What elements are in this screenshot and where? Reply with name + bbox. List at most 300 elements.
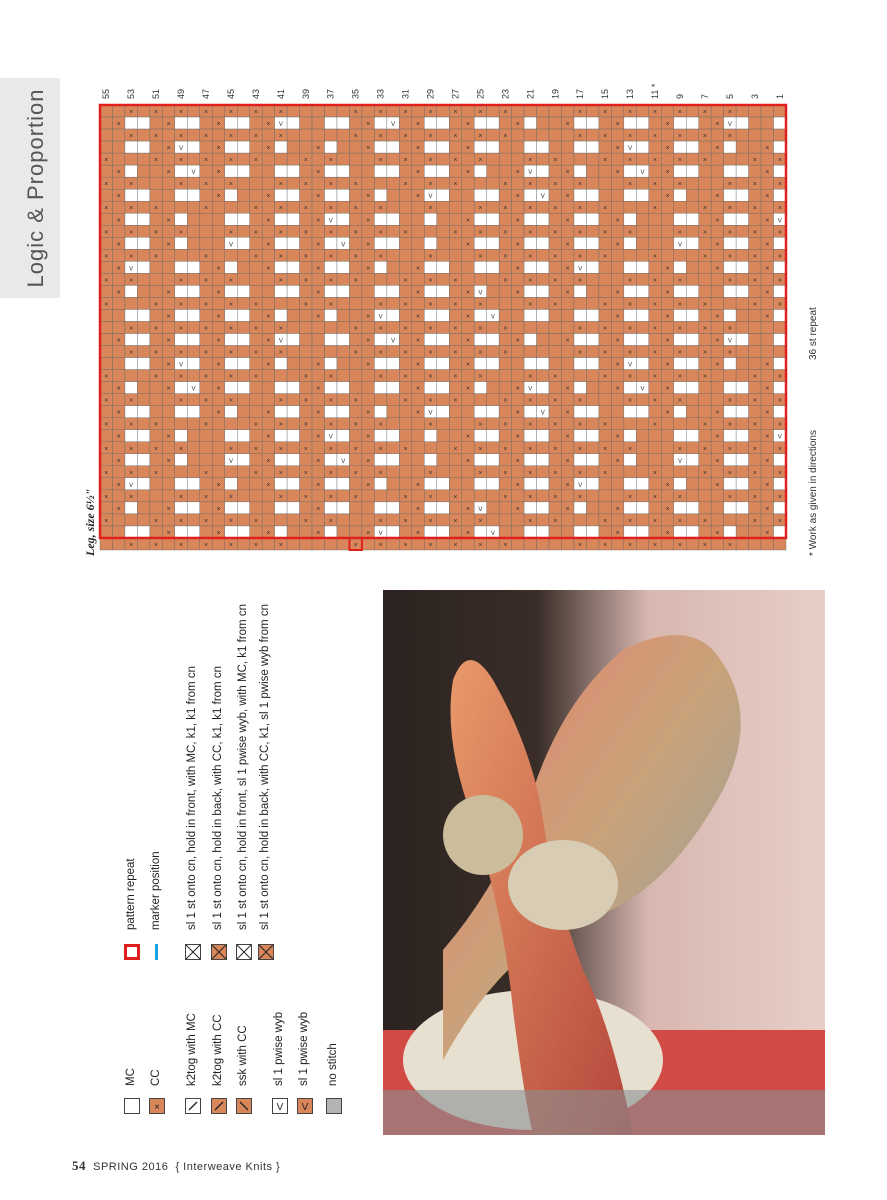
chart-cell	[474, 394, 486, 406]
chart-stitch-x: ×	[166, 145, 171, 153]
chart-cell	[349, 141, 361, 153]
chart-cell	[599, 334, 611, 346]
chart-stitch-x: ×	[578, 397, 583, 405]
chart-cell	[112, 129, 124, 141]
row-label: 3	[749, 93, 760, 99]
chart-cell	[150, 177, 162, 189]
chart-cell	[599, 237, 611, 249]
chart-stitch-x: ×	[416, 169, 421, 177]
chart-stitch-x: ×	[353, 133, 358, 141]
chart-cell	[412, 454, 424, 466]
chart-cell	[187, 237, 199, 249]
chart-stitch-v: V	[490, 314, 495, 321]
chart-cell	[349, 526, 361, 538]
chart-cell	[699, 189, 711, 201]
chart-cell	[686, 466, 698, 478]
chart-cell	[549, 526, 561, 538]
chart-cell	[561, 201, 573, 213]
chart-cell	[162, 490, 174, 502]
chart-cell	[162, 442, 174, 454]
chart-stitch-x: ×	[154, 205, 159, 213]
chart-cell	[449, 526, 461, 538]
chart-cell	[774, 538, 786, 550]
chart-cell	[337, 261, 349, 273]
chart-stitch-x: ×	[615, 313, 620, 321]
chart-cell	[674, 358, 686, 370]
chart-cell	[337, 370, 349, 382]
chart-stitch-x: ×	[104, 301, 109, 309]
chart-stitch-x: ×	[104, 397, 109, 405]
chart-stitch-x: ×	[366, 457, 371, 465]
chart-cell	[736, 249, 748, 261]
chart-cell	[724, 478, 736, 490]
chart-cell	[487, 394, 499, 406]
chart-stitch-x: ×	[515, 457, 520, 465]
chart-stitch-x: ×	[503, 349, 508, 357]
chart-cell	[686, 334, 698, 346]
chart-cell	[362, 177, 374, 189]
legend-symbol-v-cc-icon	[297, 1098, 313, 1114]
chart-stitch-v: V	[341, 458, 346, 465]
chart-stitch-x: ×	[428, 541, 433, 549]
chart-cell	[312, 105, 324, 117]
chart-cell	[512, 129, 524, 141]
chart-cell	[674, 309, 686, 321]
chart-cell	[300, 261, 312, 273]
chart-cell	[300, 430, 312, 442]
chart-cell	[636, 466, 648, 478]
chart-cell	[100, 141, 112, 153]
chart-cell	[474, 526, 486, 538]
chart-cell	[574, 358, 586, 370]
chart-cell	[300, 526, 312, 538]
chart-cell	[187, 514, 199, 526]
chart-cell	[112, 442, 124, 454]
chart-cell	[749, 141, 761, 153]
chart-cell	[749, 406, 761, 418]
chart-cell	[325, 502, 337, 514]
chart-cell	[487, 346, 499, 358]
chart-cell	[537, 201, 549, 213]
chart-cell	[250, 394, 262, 406]
chart-cell	[412, 490, 424, 502]
chart-stitch-x: ×	[278, 421, 283, 429]
chart-cell	[661, 105, 673, 117]
chart-stitch-x: ×	[528, 157, 533, 165]
chart-cell	[387, 105, 399, 117]
chart-stitch-x: ×	[503, 253, 508, 261]
row-label: 55	[101, 88, 112, 99]
chart-cell	[586, 430, 598, 442]
chart-stitch-x: ×	[578, 541, 583, 549]
chart-stitch-x: ×	[116, 193, 121, 201]
chart-cell	[624, 189, 636, 201]
chart-cell	[337, 213, 349, 225]
chart-cell	[112, 538, 124, 550]
chart-cell	[636, 406, 648, 418]
chart-cell	[661, 225, 673, 237]
row-label: 37	[325, 88, 336, 99]
chart-cell	[325, 105, 337, 117]
chart-stitch-x: ×	[129, 229, 134, 237]
chart-stitch-x: ×	[515, 385, 520, 393]
chart-stitch-x: ×	[203, 109, 209, 117]
chart-cell	[561, 153, 573, 165]
chart-stitch-x: ×	[266, 481, 271, 489]
chart-cell	[437, 430, 449, 442]
chart-cell	[137, 309, 149, 321]
chart-cell	[487, 213, 499, 225]
chart-cell	[462, 321, 474, 333]
chart-stitch-x: ×	[378, 373, 383, 381]
chart-cell	[462, 538, 474, 550]
chart-cell	[724, 165, 736, 177]
chart-stitch-x: ×	[179, 229, 184, 237]
chart-cell	[412, 129, 424, 141]
chart-cell	[649, 189, 661, 201]
chart-cell	[686, 370, 698, 382]
chart-stitch-x: ×	[478, 133, 483, 141]
chart-cell	[237, 177, 249, 189]
chart-stitch-x: ×	[553, 445, 558, 453]
chart-cell	[449, 213, 461, 225]
legend-symbol-grey-square-icon	[326, 1098, 342, 1114]
chart-cell	[137, 502, 149, 514]
page-footer	[72, 1158, 280, 1174]
chart-cell	[374, 273, 386, 285]
legend-symbol-white-square-icon	[124, 1098, 140, 1114]
chart-cell	[300, 165, 312, 177]
chart-cell	[337, 297, 349, 309]
chart-cell	[300, 321, 312, 333]
chart-cell	[686, 454, 698, 466]
chart-stitch-x: ×	[278, 229, 283, 237]
chart-cell	[599, 526, 611, 538]
chart-cell	[474, 490, 486, 502]
chart-cell	[499, 502, 511, 514]
chart-stitch-x: ×	[203, 469, 209, 477]
chart-stitch-x: ×	[503, 493, 508, 501]
chart-stitch-x: ×	[403, 229, 408, 237]
chart-stitch-x: ×	[303, 253, 308, 261]
chart-stitch-x: ×	[628, 301, 633, 309]
chart-stitch-x: ×	[203, 517, 209, 525]
chart-cell	[749, 165, 761, 177]
chart-cell	[549, 129, 561, 141]
chart-cell	[287, 466, 299, 478]
chart-cell	[237, 346, 249, 358]
chart-cell	[200, 334, 212, 346]
chart-cell	[399, 237, 411, 249]
chart-cell	[537, 502, 549, 514]
chart-stitch-x: ×	[104, 517, 109, 525]
chart-stitch-x: ×	[328, 205, 333, 213]
chart-stitch-x: ×	[652, 421, 658, 429]
chart-stitch-x: ×	[752, 205, 757, 213]
chart-stitch-x: ×	[228, 157, 234, 165]
chart-cell	[586, 309, 598, 321]
chart-stitch-x: ×	[203, 397, 209, 405]
chart-cell	[524, 105, 536, 117]
chart-cell	[574, 153, 586, 165]
chart-cell	[437, 418, 449, 430]
chart-stitch-x: ×	[615, 385, 620, 393]
chart-cell	[661, 153, 673, 165]
chart-cell	[362, 502, 374, 514]
chart-cell	[611, 105, 623, 117]
chart-stitch-x: ×	[403, 325, 408, 333]
chart-cell	[312, 514, 324, 526]
chart-stitch-x: ×	[465, 529, 470, 537]
chart-cell	[537, 526, 549, 538]
chart-cell	[711, 297, 723, 309]
chart-stitch-x: ×	[316, 409, 321, 417]
chart-cell	[686, 225, 698, 237]
chart-stitch-x: ×	[216, 121, 221, 129]
chart-cell	[112, 418, 124, 430]
chart-stitch-x: ×	[727, 541, 732, 549]
chart-cell	[362, 466, 374, 478]
chart-stitch-x: ×	[328, 181, 333, 189]
chart-stitch-x: ×	[316, 457, 321, 465]
chart-cell	[437, 346, 449, 358]
chart-stitch-x: ×	[515, 121, 520, 129]
chart-cell	[736, 430, 748, 442]
chart-stitch-x: ×	[253, 373, 258, 381]
chart-cell	[462, 406, 474, 418]
chart-stitch-x: ×	[628, 397, 633, 405]
chart-cell	[611, 442, 623, 454]
chart-stitch-x: ×	[116, 505, 121, 513]
chart-cell	[549, 382, 561, 394]
chart-stitch-x: ×	[715, 529, 720, 537]
chart-cell	[275, 502, 287, 514]
chart-cell	[262, 129, 274, 141]
chart-stitch-x: ×	[228, 541, 234, 549]
chart-cell	[162, 153, 174, 165]
legend-symbol-cross-white-left-icon	[236, 944, 252, 960]
chart-cell	[699, 237, 711, 249]
chart-stitch-v: V	[578, 482, 583, 489]
chart-cell	[499, 309, 511, 321]
chart-cell	[312, 370, 324, 382]
chart-cell	[237, 334, 249, 346]
chart-cell	[636, 213, 648, 225]
chart-cell	[586, 526, 598, 538]
chart-stitch-x: ×	[465, 457, 470, 465]
chart-cell	[499, 153, 511, 165]
chart-stitch-x: ×	[216, 361, 221, 369]
chart-cell	[287, 225, 299, 237]
chart-stitch-x: ×	[715, 433, 720, 441]
chart-cell	[212, 514, 224, 526]
legend-symbol-v-white-icon	[272, 1098, 288, 1114]
chart-cell	[325, 261, 337, 273]
chart-stitch-x: ×	[777, 421, 782, 429]
chart-stitch-x: ×	[203, 493, 209, 501]
chart-stitch-x: ×	[578, 277, 583, 285]
chart-cell	[162, 129, 174, 141]
chart-cell	[387, 418, 399, 430]
chart-cell	[412, 153, 424, 165]
chart-cell	[162, 225, 174, 237]
chart-cell	[661, 129, 673, 141]
chart-cell	[187, 358, 199, 370]
svg-text:V: V	[301, 1102, 309, 1113]
chart-cell	[761, 117, 773, 129]
chart-cell	[437, 526, 449, 538]
chart-stitch-x: ×	[565, 481, 570, 489]
chart-cell	[287, 394, 299, 406]
chart-cell	[462, 225, 474, 237]
chart-stitch-x: ×	[503, 325, 508, 333]
chart-cell	[487, 478, 499, 490]
chart-stitch-x: ×	[777, 253, 782, 261]
chart-cell	[736, 502, 748, 514]
chart-cell	[325, 189, 337, 201]
chart-cell	[212, 430, 224, 442]
chart-cell	[561, 370, 573, 382]
chart-stitch-x: ×	[228, 229, 234, 237]
chart-stitch-x: ×	[615, 217, 620, 225]
chart-cell	[524, 358, 536, 370]
chart-cell	[237, 406, 249, 418]
chart-cell	[474, 177, 486, 189]
chart-cell	[137, 418, 149, 430]
chart-stitch-x: ×	[652, 205, 658, 213]
chart-cell	[736, 358, 748, 370]
chart-stitch-x: ×	[253, 541, 258, 549]
chart-cell	[611, 346, 623, 358]
chart-stitch-x: ×	[328, 277, 333, 285]
chart-cell	[449, 478, 461, 490]
chart-stitch-x: ×	[528, 277, 533, 285]
chart-stitch-x: ×	[677, 397, 683, 405]
chart-cell	[636, 297, 648, 309]
chart-stitch-x: ×	[478, 157, 483, 165]
chart-cell	[187, 454, 199, 466]
chart-cell	[736, 309, 748, 321]
chart-stitch-x: ×	[777, 445, 782, 453]
chart-cell	[287, 430, 299, 442]
chart-cell	[586, 346, 598, 358]
chart-cell	[412, 418, 424, 430]
chart-cell	[462, 105, 474, 117]
chart-cell	[574, 213, 586, 225]
chart-stitch-x: ×	[253, 445, 258, 453]
chart-cell	[300, 382, 312, 394]
chart-cell	[175, 382, 187, 394]
chart-cell	[300, 538, 312, 550]
chart-cell	[362, 538, 374, 550]
chart-cell	[175, 249, 187, 261]
chart-cell	[162, 189, 174, 201]
chart-stitch-x: ×	[378, 349, 383, 357]
chart-stitch-x: ×	[278, 541, 283, 549]
chart-cell	[424, 502, 436, 514]
chart-cell	[474, 141, 486, 153]
chart-cell	[374, 502, 386, 514]
chart-stitch-x: ×	[628, 157, 633, 165]
chart-cell	[187, 538, 199, 550]
chart-cell	[574, 382, 586, 394]
chart-stitch-x: ×	[528, 373, 533, 381]
chart-stitch-x: ×	[503, 277, 508, 285]
chart-cell	[499, 370, 511, 382]
chart-cell	[549, 285, 561, 297]
chart-cell	[137, 370, 149, 382]
chart-cell	[424, 358, 436, 370]
chart-stitch-x: ×	[752, 373, 757, 381]
chart-stitch-x: ×	[752, 277, 757, 285]
chart-cell	[137, 334, 149, 346]
chart-cell	[561, 490, 573, 502]
chart-stitch-x: ×	[453, 349, 458, 357]
chart-cell	[100, 237, 112, 249]
chart-cell	[362, 321, 374, 333]
chart-stitch-x: ×	[528, 397, 533, 405]
chart-cell	[325, 454, 337, 466]
chart-cell	[225, 466, 237, 478]
chart-stitch-v: V	[777, 218, 782, 225]
chart-cell	[549, 165, 561, 177]
chart-cell	[150, 285, 162, 297]
chart-stitch-x: ×	[416, 145, 421, 153]
chart-stitch-x: ×	[129, 133, 134, 141]
chart-cell	[175, 213, 187, 225]
chart-cell	[749, 261, 761, 273]
chart-stitch-x: ×	[652, 133, 658, 141]
chart-stitch-x: ×	[652, 157, 658, 165]
chart-cell	[162, 418, 174, 430]
chart-stitch-x: ×	[253, 469, 258, 477]
chart-cell	[349, 370, 361, 382]
chart-cell	[599, 430, 611, 442]
chart-cell	[599, 189, 611, 201]
chart-cell	[262, 105, 274, 117]
chart-cell	[462, 394, 474, 406]
chart-cell	[599, 273, 611, 285]
chart-cell	[337, 165, 349, 177]
chart-stitch-v: V	[628, 362, 633, 369]
chart-cell	[187, 502, 199, 514]
chart-cell	[649, 358, 661, 370]
chart-cell	[312, 153, 324, 165]
chart-stitch-x: ×	[378, 133, 383, 141]
chart-cell	[399, 526, 411, 538]
chart-cell	[237, 165, 249, 177]
chart-stitch-x: ×	[715, 265, 720, 273]
chart-cell	[487, 334, 499, 346]
chart-stitch-x: ×	[677, 109, 683, 117]
chart-cell	[736, 213, 748, 225]
chart-cell	[537, 213, 549, 225]
chart-cell	[437, 514, 449, 526]
chart-stitch-x: ×	[179, 373, 184, 381]
chart-cell	[125, 297, 137, 309]
chart-stitch-x: ×	[353, 109, 358, 117]
chart-cell	[711, 273, 723, 285]
chart-stitch-x: ×	[104, 205, 109, 213]
chart-stitch-x: ×	[628, 133, 633, 141]
chart-stitch-x: ×	[765, 505, 770, 513]
chart-cell	[599, 358, 611, 370]
chart-stitch-x: ×	[366, 217, 371, 225]
chart-cell	[674, 430, 686, 442]
chart-cell	[736, 177, 748, 189]
chart-cell	[262, 285, 274, 297]
chart-cell	[137, 117, 149, 129]
